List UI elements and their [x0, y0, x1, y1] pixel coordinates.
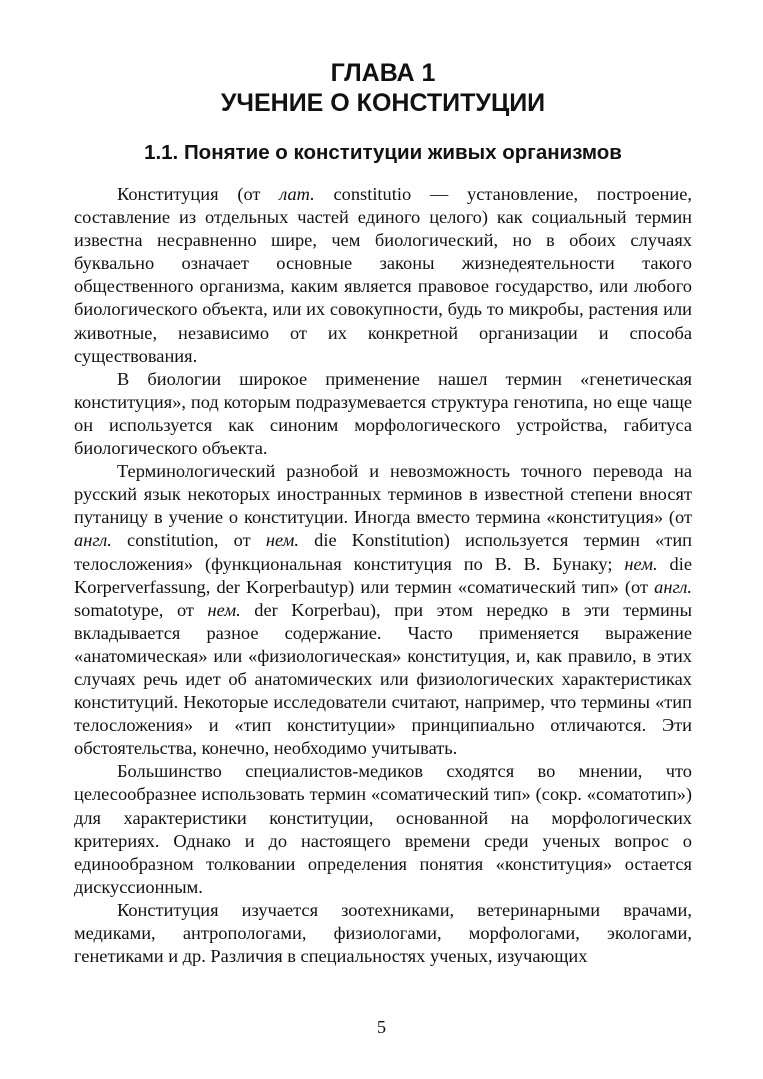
text-run: somatotype, от: [74, 599, 208, 620]
italic-abbreviation: лат.: [279, 184, 315, 204]
text-run: Терминологический разнобой и невозможность точного перевода на русский язык некоторых иностранных терминов в известной степени вносят путаницу в учение о конституции. Иногда вместо термина «конституция» (от: [74, 461, 692, 528]
paragraph: [74, 460, 692, 760]
paragraph: [74, 760, 692, 899]
section-title: 1.1. Понятие о конституции живых организмов: [144, 141, 622, 164]
page-number: 5: [376, 1017, 387, 1037]
chapter-title: УЧЕНИЕ О КОНСТИТУЦИИ: [220, 89, 546, 117]
paragraph: [74, 183, 692, 368]
italic-abbreviation: нем.: [624, 553, 658, 574]
text-run: В биологии широкое применение нашел термин «генетическая конституция», под которым подразумевается структура генотипа, но еще чаще он используется как синоним морфологического устройства, габитуса биологического объекта.: [74, 368, 692, 459]
italic-abbreviation: англ.: [74, 530, 112, 551]
text-run: die Korperverfassung, der Korperbautyp) или термин «соматический тип» (от: [74, 553, 692, 597]
text-run: der Korperbau), при этом нередко в эти термины вкладывается разное содержание. Часто применяется выражение «анатомическая» или «физиологическая» конституция, и, как правило, в этих случаях речь идет об анатомических или физиологических характеристиках конституций. Некоторые исследователи считают, например, что термины «тип телосложения» и «тип конституции» принципиально отличаются. Эти обстоятельства, конечно, необходимо учитывать.: [74, 599, 693, 759]
text-run: constitutio — установление, построение, составление из отдельных частей единого целого) как социальный термин известна несравненно шире, чем биологический, но в обоих случаях буквально означает основные законы жизнедеятельности такого общественного организма, каким является правовое государство, или любого биологического объекта, или их совокупности, будь то микробы, растения или животные, независимо от их конкретной организации и способа существования.: [74, 184, 693, 366]
italic-abbreviation: нем.: [265, 530, 299, 551]
text-run: Конституция изучается зоотехниками, ветеринарными врачами, медиками, антропологами, физиологами, морфологами, экологами, генетиками и др. Различия в специальностях ученых, изучающих: [74, 899, 692, 967]
italic-abbreviation: англ.: [654, 576, 692, 597]
italic-abbreviation: нем.: [207, 599, 241, 620]
paragraph: [74, 368, 692, 460]
paragraph: [74, 899, 692, 968]
text-run: Конституция (от: [117, 184, 280, 204]
chapter-number: ГЛАВА 1: [330, 59, 436, 87]
text-run: die Konstitution) используется термин «тип телосложения» (функциональная конституция по В. В. Бунаку;: [74, 530, 692, 574]
text-run: constitution, от: [111, 530, 266, 551]
text-run: Большинство специалистов-медиков сходятся во мнении, что целесообразнее использовать термин «соматический тип» (сокр. «соматотип») для характеристики конституции, основанной на морфологических критериях. Однако и до настоящего времени среди ученых вопрос о единообразном толковании определения понятия «конституция» остается дискуссионным.: [74, 761, 692, 897]
book-page: [74, 58, 692, 968]
body-text: [74, 183, 692, 968]
